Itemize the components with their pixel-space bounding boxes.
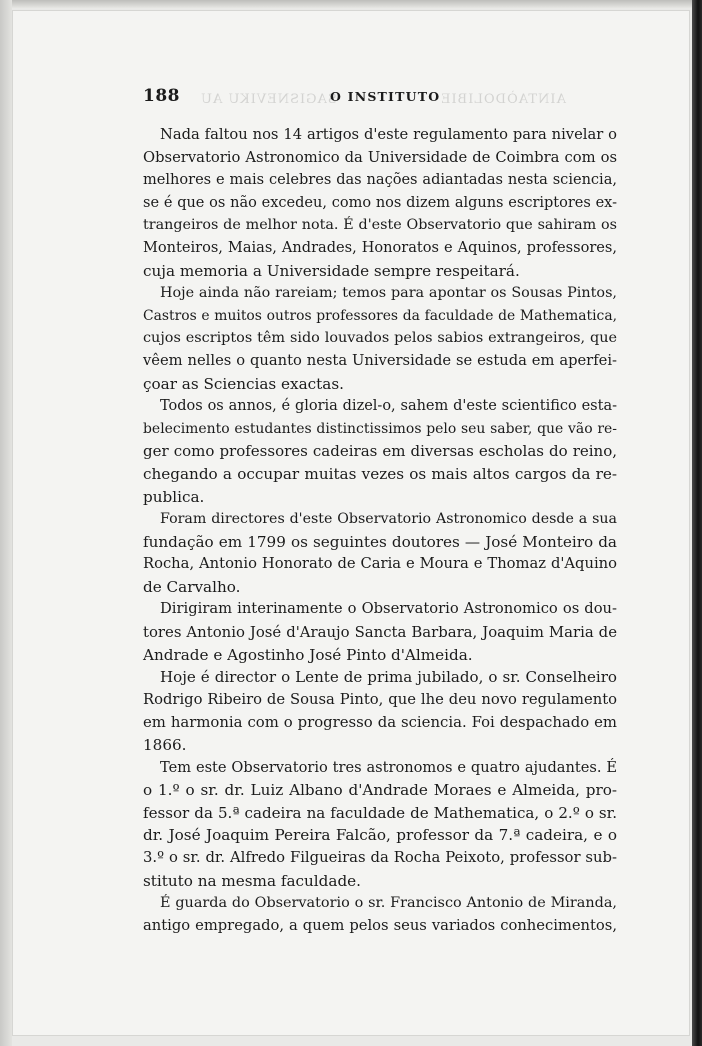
text-line: çoar as Sciencias exactas. (143, 374, 344, 393)
text-line: Rodrigo Ribeiro de Sousa Pinto, que lhe deu novo regulamento (143, 690, 617, 708)
paragraph (143, 892, 617, 937)
paragraph (143, 757, 617, 893)
text-line: Tem este Observatorio tres astronomos e quatro ajudantes. É (160, 758, 617, 776)
show-through-text: SAGISNEVIKU AU (200, 92, 337, 107)
running-title: O INSTITUTO (330, 89, 441, 104)
text-line: dr. José Joaquim Pereira Falcão, professor da 7.ª cadeira, e o (143, 826, 617, 845)
text-line: fessor da 5.ª cadeira na faculdade de Mathematica, o 2.º o sr. (143, 803, 617, 822)
text-line: Rocha, Antonio Honorato de Caria e Moura e Thomaz d'Aquino (143, 555, 617, 573)
text-line: Todos os annos, é gloria dizel-o, sahem d'este scientifico esta- (160, 398, 617, 415)
text-line: ger como professores cadeiras em diversas escholas do reino, (143, 442, 617, 461)
paragraph (143, 508, 617, 598)
text-line: Hoje ainda não rareiam; temos para apontar os Sousas Pintos, (160, 285, 617, 302)
text-line: se é que os não excedeu, como nos dizem alguns escriptores ex- (143, 194, 617, 211)
text-line: chegando a occupar muitas vezes os mais altos cargos da re- (143, 464, 617, 483)
text-line: cujos escriptos têm sido louvados pelos sabios extrangeiros, que (143, 330, 617, 347)
text-line: em harmonia com o progresso da sciencia. Foi despachado em (143, 713, 617, 732)
text-line: Andrade e Agostinho José Pinto d'Almeida. (143, 645, 473, 664)
text-line: Dirigiram interinamente o Observatorio Astronomico os dou- (160, 600, 617, 618)
text-line: de Carvalho. (143, 577, 241, 596)
body-text (143, 124, 617, 937)
paragraph (143, 598, 617, 666)
text-line: stituto na mesma faculdade. (143, 871, 361, 890)
page-header (130, 86, 610, 108)
text-line: o 1.º o sr. dr. Luiz Albano d'Andrade Moraes e Almeida, pro- (143, 781, 617, 800)
paragraph (143, 124, 617, 282)
show-through-text: AINTAÒDOLIBIE (440, 92, 566, 107)
text-line: publica. (143, 487, 205, 506)
text-line: Foram directores d'este Observatorio Astronomico desde a sua (160, 511, 617, 528)
text-line: fundação em 1799 os seguintes doutores — José Monteiro da (143, 532, 617, 551)
text-line: vêem nelles o quanto nesta Universidade se estuda em aperfei- (143, 351, 617, 369)
text-line: tores Antonio José d'Araujo Sancta Barbara, Joaquim Maria de (143, 623, 617, 642)
text-line: Castros e muitos outros professores da faculdade de Mathematica, (143, 307, 617, 324)
book-spine-shadow (692, 0, 702, 1046)
text-line: Monteiros, Maias, Andrades, Honoratos e Aquinos, professores, (143, 238, 617, 256)
text-line: 1866. (143, 736, 187, 755)
text-line: É guarda do Observatorio o sr. Francisco Antonio de Miranda, (160, 895, 617, 912)
text-line: cuja memoria a Universidade sempre respeitará. (143, 261, 520, 280)
paragraph (143, 395, 617, 508)
page-number: 188 (143, 86, 180, 106)
paragraph (143, 282, 617, 395)
text-line: melhores e mais celebres das nações adiantadas nesta sciencia, (143, 172, 617, 189)
text-line: belecimento estudantes distinctissimos pelo seu saber, que vão re- (143, 420, 617, 437)
text-line: antigo empregado, a quem pelos seus variados conhecimentos, (143, 916, 617, 934)
paragraph (143, 666, 617, 756)
text-line: Observatorio Astronomico da Universidade de Coimbra com os (143, 148, 617, 166)
text-line: Nada faltou nos 14 artigos d'este regulamento para nivelar o (160, 126, 617, 143)
text-line: Hoje é director o Lente de prima jubilado, o sr. Conselheiro (160, 668, 617, 687)
page-top-edge (0, 0, 702, 8)
text-line: 3.º o sr. dr. Alfredo Filgueiras da Rocha Peixoto, professor sub- (143, 849, 617, 866)
text-line: trangeiros de melhor nota. É d'este Observatorio que sahiram os (143, 217, 617, 234)
page-left-edge (0, 0, 12, 1046)
